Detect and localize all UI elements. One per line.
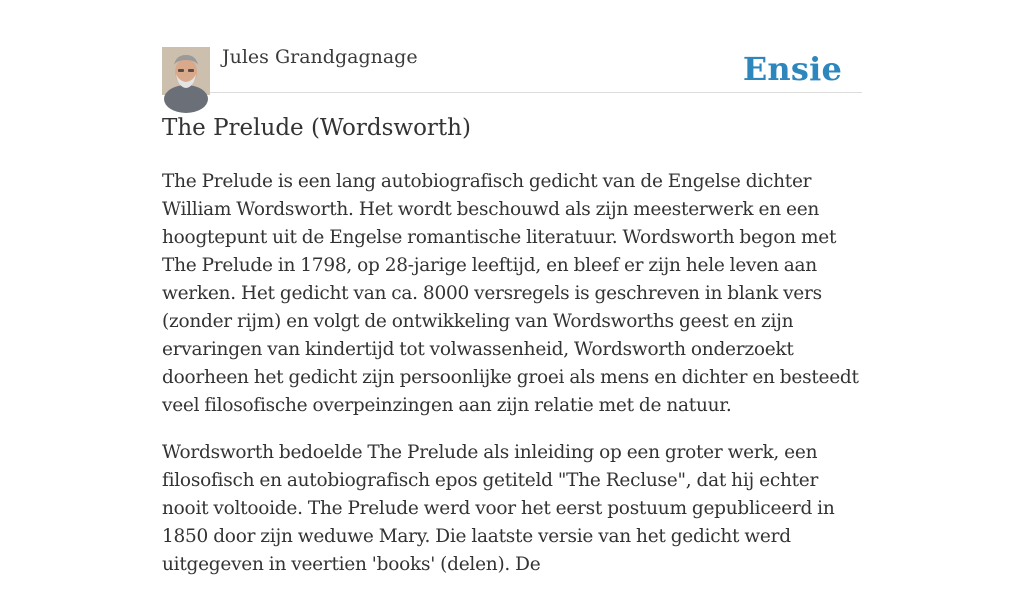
article-title: The Prelude (Wordsworth) (162, 115, 471, 141)
article-paragraph: The Prelude is een lang autobiografisch gedicht van de Engelse dichter William Wordsworth. Het wordt beschouwd als zijn meesterwerk en een hoogtepunt uit de Engelse romantische literatuur. Wordsworth begon met The Prelude in 1798, op 28-jarige leeftijd, en bleef er zijn hele leven aan werken. Het gedicht van ca. 8000 versregels is geschreven in blank vers (zonder rijm) en volgt de ontwikkeling van Wordsworths geest en zijn ervaringen van kindertijd tot volwassenheid, Wordsworth onderzoekt doorheen het gedicht zijn persoonlijke groei als mens en dichter en besteedt veel filosofische overpeinzingen aan zijn relatie met de natuur. (162, 171, 859, 416)
author-name[interactable]: Jules Grandgagnage (222, 46, 418, 68)
article-body (162, 168, 868, 598)
page-container (162, 0, 862, 575)
avatar-portrait-icon (162, 47, 210, 95)
author-header (162, 0, 862, 93)
author-avatar[interactable] (162, 47, 210, 95)
brand-logo[interactable]: Ensie (742, 50, 842, 88)
article-paragraph: Wordsworth bedoelde The Prelude als inleiding op een groter werk, een filosofisch en autobiografisch epos getiteld "The Recluse", dat hij echter nooit voltooide. The Prelude werd voor het eerst postuum gepubliceerd in 1850 door zijn weduwe Mary. Die laatste versie van het gedicht werd uitgegeven in veertien 'books' (delen). De (162, 442, 835, 575)
